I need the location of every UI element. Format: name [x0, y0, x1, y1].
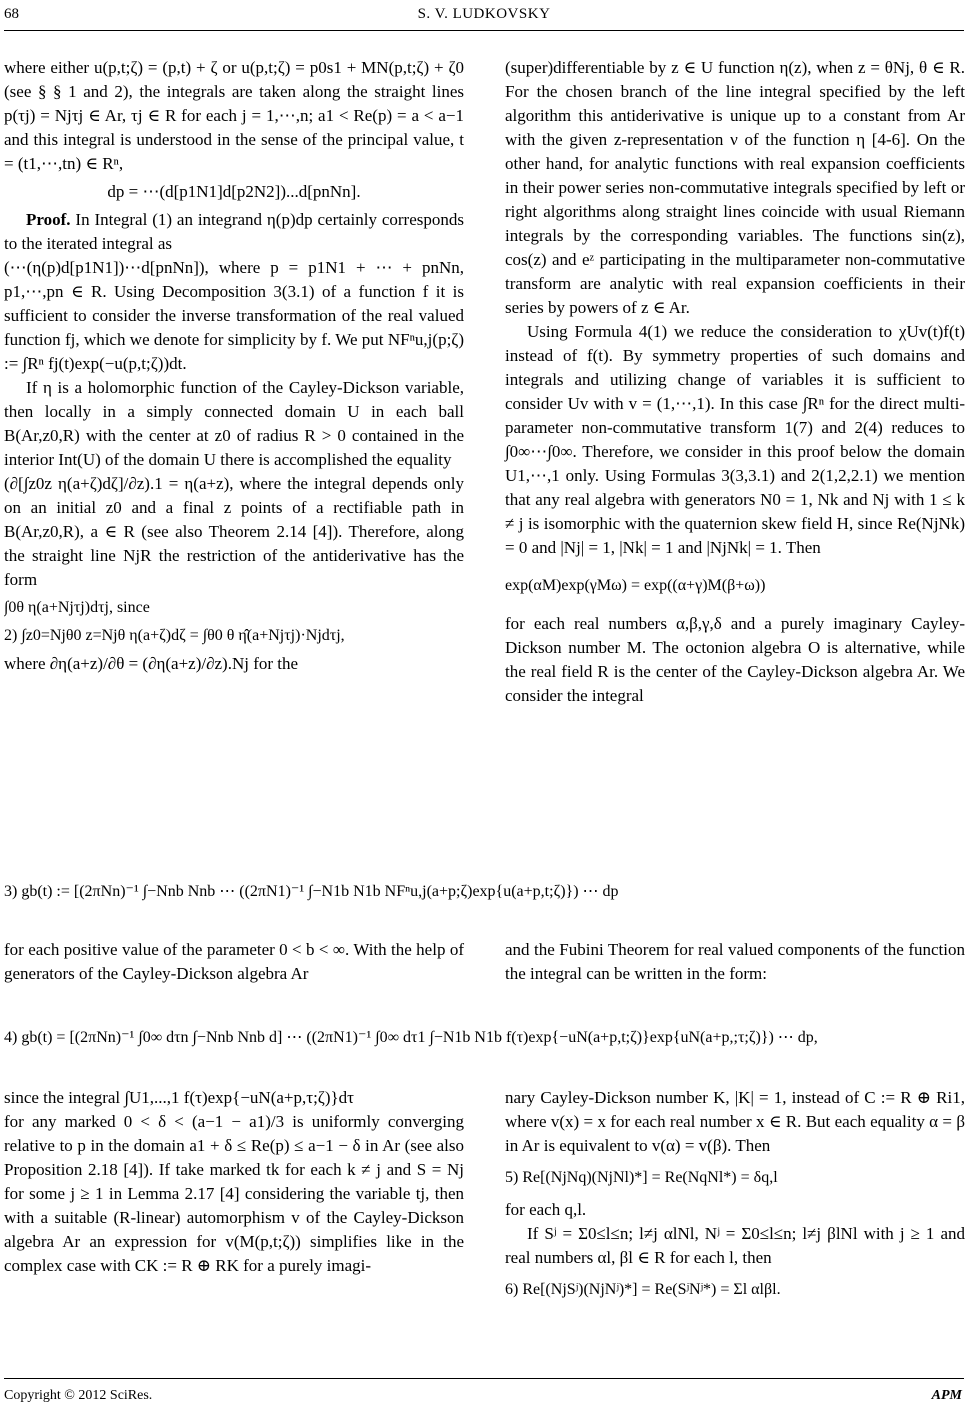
page-number: 68 — [4, 6, 19, 22]
inline-integral: ∫0θ η(a+Njτj)dτj, since — [4, 599, 150, 616]
paragraph: for any marked 0 < δ < (a−1 − a1)/3 is uniformly converging relative to p in the domain a1 + δ ≤ Re(p) ≤ a−1 − δ in Ar (see also Proposition 2.18 [4]). If take marked tk for each k ≠ j and S = Nj for some j ≥ 1 in Lemma 2.17 [4] considering the variable tj, then with a suitable (R-linear) automorphism v of the Cayley-Dickson algebra Ar an expression for v(M(p,t;ζ)) simplifies like in the complex case with CK := R ⊕ RK for a purely imagi- — [4, 1112, 464, 1275]
left-column-bottom — [4, 1086, 464, 1278]
running-head: S. V. LUDKOVSKY — [417, 6, 551, 22]
copyright-notice: Copyright © 2012 SciRes. — [4, 1388, 153, 1403]
paragraph: (∂[∫z0z η(a+ζ)dζ]/∂z).1 = η(a+z), where the integral depends only on an initial z0 and a final z points of a rectifiable path in B(Ar,z0,R), a ∈ R (see also Theorem 2.14 [4]). Therefore, along the straight line NjR the restriction of the antiderivative has the form — [4, 474, 464, 589]
paragraph: Using Formula 4(1) we reduce the consideration to χUv(t)f(t) instead of f(t). By symmetry properties of such domains and integrals and utilizing change of variables it is sufficient to consider Uv with v = (1,⋯,1). In this case ∫Rⁿ for the direct multi-parameter non-commutative transform 1(7) and 2(4) reduces to ∫0∞⋯∫0∞. Therefore, we consider in this proof below the domain U1,⋯,1 only. Using Formulas 3(3,3.1) and 2(1,2,2.1) we mention that any real algebra with generators N0 = 1, Nk and Nj with 1 ≤ k ≠ j is isomorphic with the quaternion skew field H, since Re(NjNk) = 0 and |Nj| = 1, |Nk| = 1 and |NjNk| = 1. Then — [505, 322, 965, 557]
paragraph: where ∂η(a+z)/∂θ = (∂η(a+z)/∂z).Nj for the — [4, 654, 299, 673]
paragraph: If η is a holomorphic function of the Cayley-Dickson variable, then locally in a simply connected domain U in each ball B(Ar,z0,R) with the center at z0 of radius R > 0 contained in the interior Int(U) of the domain U there is accomplished the equality — [4, 378, 464, 469]
paragraph: (⋯(η(p)d[p1N1])⋯d[pnNn]), where p = p1N1 + ⋯ + pnNn, p1,⋯,pn ∈ R. Using Decomposition 3(3.1) of a function f it is sufficient to consider the inverse transformation of the real valued function fj, which we denote for simplicity by f. We put NFⁿu,j(p;ζ) := ∫Rⁿ fj(t)exp(−u(p,t;ζ))dt. — [4, 258, 464, 373]
equation-4: 4) gb(t) = [(2πNn)⁻¹ ∫0∞ dτn ∫−Nnb Nnb d] ⋯ ((2πN1)⁻¹ ∫0∞ dτ1 ∫−N1b N1b f(τ)exp{−uN(a+p,t;ζ)}exp{uN(a+p,;τ;ζ)}) ⋯ dp, — [4, 1029, 818, 1046]
proof-paragraph: Proof. In Integral (1) an integrand η(p)dp certainly corresponds to the iterated integral as — [4, 210, 464, 253]
left-column-top — [4, 56, 464, 676]
header-rule — [4, 30, 964, 31]
equation-6: 6) Re[(NjSʲ)(NjNʲ)*] = Re(SʲNʲ*) = Σl αlβl. — [505, 1281, 781, 1298]
equation-3: 3) gb(t) := [(2πNn)⁻¹ ∫−Nnb Nnb ⋯ ((2πN1)⁻¹ ∫−N1b N1b NFⁿu,j(a+p;ζ)exp{u(a+p,t;ζ)}) ⋯ dp — [4, 883, 619, 900]
right-column-bottom — [505, 1086, 965, 1310]
footer-rule — [4, 1378, 964, 1379]
journal-abbreviation: APM — [931, 1388, 962, 1403]
equation-exp: exp(αM)exp(γMω) = exp((α+γ)M(β+ω)) — [505, 577, 766, 594]
paragraph: for each q,l. — [505, 1200, 587, 1219]
paragraph: where either u(p,t;ζ) = (p,t) + ζ or u(p,t;ζ) = p0s1 + MN(p,t;ζ) + ζ0 (see § § 1 and 2), the integrals are taken along the straight lines p(τj) = Njτj ∈ Ar, τj ∈ R for each j = 1,⋯,n; a1 < Re(p) = a < a−1 and this integral is understood in the sense of the principal value, t = (t1,⋯,tn) ∈ Rⁿ, — [4, 58, 464, 173]
paragraph: for each positive value of the parameter 0 < b < ∞. With the help of generators of the Cayley-Dickson algebra Ar — [4, 940, 464, 983]
paragraph: nary Cayley-Dickson number K, |K| = 1, instead of C := R ⊕ Ri1, where v(x) = x for each real number x ∈ R. But each equality α = β in Ar is equivalent to v(α) = v(β). Then — [505, 1088, 965, 1155]
equation-5: 5) Re[(NjNq)(NjNl)*] = Re(NqNl*) = δq,l — [505, 1169, 778, 1186]
paragraph: since the integral ∫U1,...,1 f(τ)exp{−uN(a+p,τ;ζ)}dτ — [4, 1088, 354, 1107]
equation-dp: dp = ⋯(d[p1N1]d[p2N2])...d[pnNn]. — [107, 182, 361, 201]
paragraph: and the Fubini Theorem for real valued components of the function the integral can be written in the form: — [505, 940, 965, 983]
right-column-top — [505, 56, 965, 708]
paragraph: (super)differentiable by z ∈ U function η(z), when z = θNj, θ ∈ R. For the chosen branch of the line integral specified by the left algorithm this antiderivative is unique up to a constant from Ar with the given z-representation ν of the function η [4-6]. On the other hand, for analytic functions with real expansion coefficients in their power series non-commutative integrals specified by left or right algorithms along straight lines coincide with usual Riemann integrals by the corresponding variables. The functions sin(z), cos(z) and eᶻ participating in the multiparameter non-commutative transform are analytic with real expansion coefficients in their series by powers of z ∈ Ar. — [505, 58, 965, 317]
paragraph: for each real numbers α,β,γ,δ and a purely imaginary Cayley-Dickson number M. The octonion algebra O is alternative, while the real field R is the center of the Cayley-Dickson algebra Ar. We consider the integral — [505, 614, 965, 705]
equation-2: 2) ∫z0=Njθ0 z=Njθ η(a+ζ)dζ = ∫θ0 θ η̂(a+Njτj)·Njdτj, — [4, 627, 345, 644]
paragraph: If Sʲ = Σ0≤l≤n; l≠j αlNl, Nʲ = Σ0≤l≤n; l≠j βlNl with j ≥ 1 and real numbers αl, βl ∈ R for each l, then — [505, 1224, 965, 1267]
